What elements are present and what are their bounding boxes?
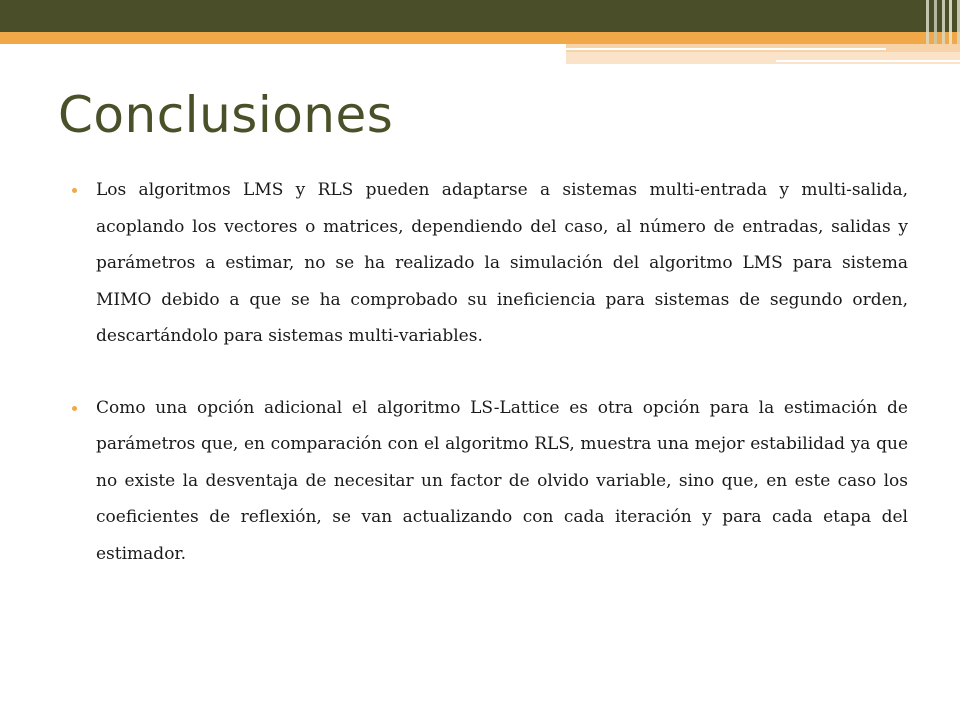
header-light-peach-band <box>566 52 960 64</box>
bullet-text: Como una opción adicional el algoritmo LS-Lattice es otra opción para la estimación de parámetros que, en comparación con el algoritmo RLS, muestra una mejor estabilidad ya que no existe la desventaja de necesitar un factor de olvido variable, sino que, en este caso los coeficientes de reflexión, se van actualizando con cada iteración y para cada etapa del estimador. <box>96 397 908 564</box>
bullet-point-2 <box>72 390 908 573</box>
slide-body <box>72 172 908 607</box>
header-dark-band <box>0 0 960 32</box>
bullet-text: Los algoritmos LMS y RLS pueden adaptarse a sistemas multi-entrada y multi-salida, acoplando los vectores o matrices, dependiendo del caso, al número de entradas, salidas y parámetros a estimar, no se ha realizado la simulación del algoritmo LMS para sistema MIMO debido a que se ha comprobado su ineficiencia para sistemas de segundo orden, descartándolo para sistemas multi-variables. <box>96 180 908 346</box>
bullet-point-1 <box>72 172 908 355</box>
slide-title: Conclusiones <box>58 86 394 144</box>
header-stripes-decoration <box>926 0 960 44</box>
bullet-icon <box>72 188 77 193</box>
bullet-icon <box>72 406 77 411</box>
header-orange-band <box>0 32 960 44</box>
header-divider-line <box>566 48 886 50</box>
header-divider-line-2 <box>776 60 960 62</box>
